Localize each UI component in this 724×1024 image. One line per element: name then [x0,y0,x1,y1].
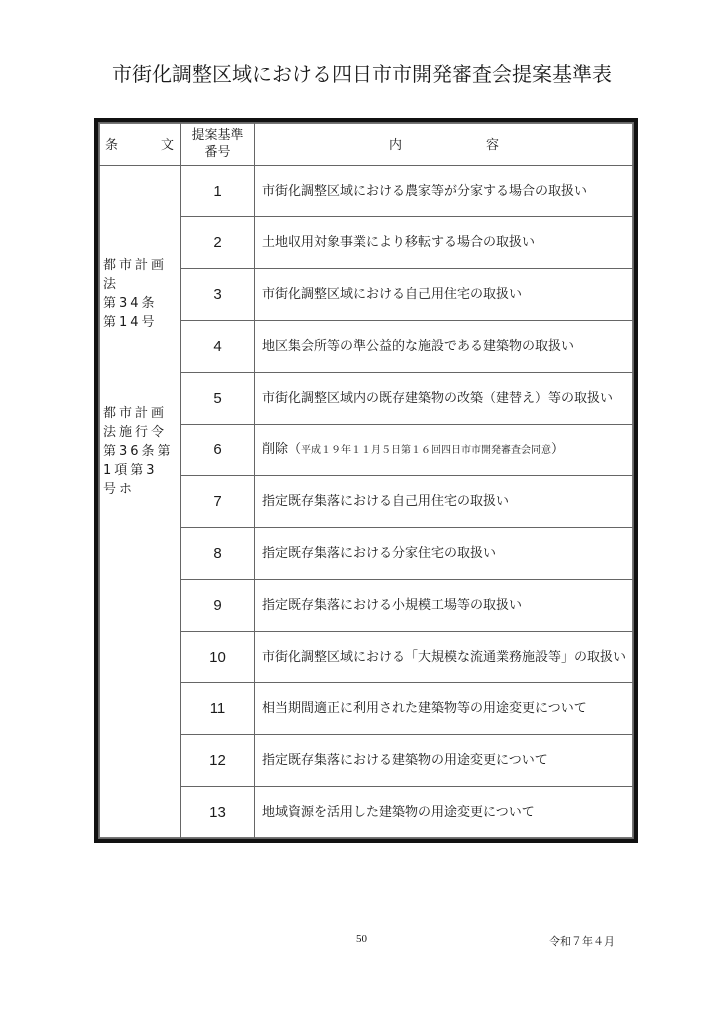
criteria-number: 9 [181,579,255,631]
article-group-2 [103,404,178,499]
criteria-number: 2 [181,217,255,269]
criteria-content-deleted [255,424,634,476]
criteria-number: 5 [181,372,255,424]
criteria-number: 7 [181,476,255,528]
article-line: 都市計画 [103,405,168,421]
page-title: 市街化調整区域における四日市市開発審査会提案基準表 [112,62,612,86]
article-line: 法施行令 [103,424,168,440]
table-row [99,165,634,217]
header-article-char: 条 [104,138,118,154]
article-line: 1項第3 [103,462,158,478]
criteria-content: 市街化調整区域内の既存建築物の改築（建替え）等の取扱い [255,372,634,424]
deleted-label-end: ） [551,441,565,457]
criteria-content: 市街化調整区域における農家等が分家する場合の取扱い [255,165,634,217]
criteria-content: 市街化調整区域における「大規模な流通業務施設等」の取扱い [255,631,634,683]
criteria-table [98,122,634,839]
criteria-number: 13 [181,787,255,839]
article-cell [99,165,181,838]
table-header-row [99,123,634,166]
criteria-number: 4 [181,320,255,372]
criteria-content: 指定既存集落における建築物の用途変更について [255,735,634,787]
article-line: 法 [103,276,120,292]
header-article-char: 文 [160,138,174,154]
header-content-char: 容 [486,138,500,154]
header-criteria-number [181,123,255,166]
criteria-number: 10 [181,631,255,683]
header-content-char: 内 [388,138,402,154]
deletion-note: 平成１９年１１月５日第１６回四日市市開発審査会同意 [301,444,552,456]
header-article [99,123,181,166]
criteria-content: 地域資源を活用した建築物の用途変更について [255,787,634,839]
criteria-content: 指定既存集落における小規模工場等の取扱い [255,579,634,631]
criteria-number: 6 [181,424,255,476]
criteria-number: 12 [181,735,255,787]
header-content [255,123,634,166]
criteria-number: 1 [181,165,255,217]
criteria-content: 指定既存集落における分家住宅の取扱い [255,528,634,580]
criteria-number: 8 [181,528,255,580]
article-line: 第34条 [103,295,158,311]
article-line: 都市計画 [103,257,168,273]
criteria-number: 3 [181,269,255,321]
header-number-line1: 提案基準 [191,127,244,143]
article-line: 第14号 [103,314,158,330]
header-number-line2: 番号 [204,144,231,160]
article-line: 第36条第 [103,443,174,459]
deleted-label: 削除（ [262,441,302,457]
criteria-content: 土地収用対象事業により移転する場合の取扱い [255,217,634,269]
criteria-table-frame [94,118,638,843]
criteria-content: 相当期間適正に利用された建築物等の用途変更について [255,683,634,735]
article-line: 号ホ [103,481,136,497]
criteria-content: 市街化調整区域における自己用住宅の取扱い [255,269,634,321]
page-number: 50 [356,933,367,945]
criteria-number: 11 [181,683,255,735]
criteria-content: 地区集会所等の準公益的な施設である建築物の取扱い [255,320,634,372]
criteria-content: 指定既存集落における自己用住宅の取扱い [255,476,634,528]
article-group-1 [103,256,178,332]
document-date: 令和７年４月 [549,936,615,948]
